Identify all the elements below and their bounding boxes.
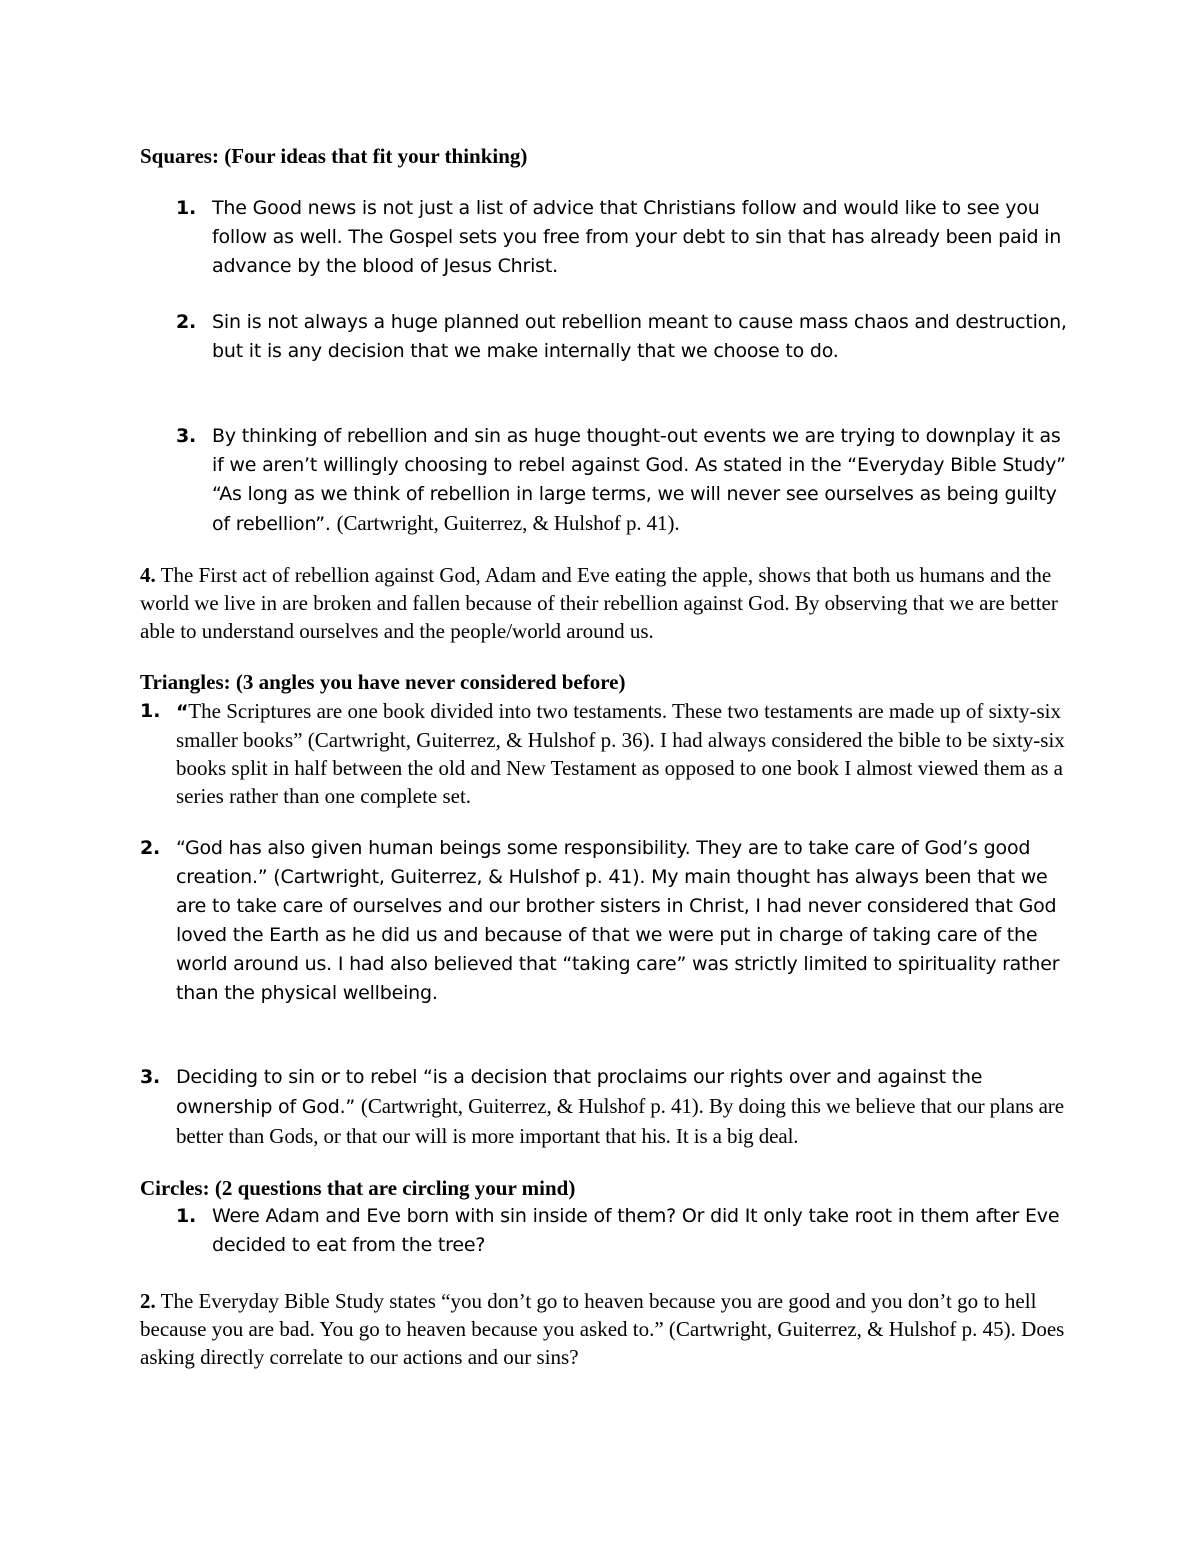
triangles-heading: Triangles: (3 angles you have never considered before)	[140, 670, 626, 694]
item-text	[176, 1063, 1070, 1152]
item-number: 1.	[176, 197, 197, 219]
item-text-body: Deciding to sin or to rebel “is a decision that proclaims our rights over and against the ownership of God.”	[176, 1066, 983, 1118]
item-text: The Good news is not just a list of advice that Christians follow and would like to see you follow as well. The Gospel sets you free from your debt to sin that has already been paid in advance by the blood of Jesus Christ.	[212, 197, 1062, 277]
squares-item-1	[140, 194, 1070, 281]
squares-item-4	[140, 561, 1070, 645]
item-number: 2.	[140, 837, 161, 859]
item-number: 4.	[140, 563, 156, 587]
triangles-item-2	[140, 834, 1070, 1008]
triangles-item-1	[140, 697, 1070, 810]
item-citation: (Cartwright, Guiterrez, & Hulshof p. 41).	[336, 511, 680, 535]
item-text: The Everyday Bible Study states “you don’t go to heaven because you are good and you don’t go to hell because you are bad. You go to heaven because you asked to.” (Cartwright, Guiterrez, & Hulshof p. 45). Does asking directly correlate to our actions and our sins?	[140, 1289, 1065, 1369]
item-text-body: By thinking of rebellion and sin as huge thought-out events we are trying to downplay it as if we aren’t willingly choosing to rebel against God. As stated in the “Everyday Bible Study” “As long as we think of rebellion in large terms, we will never see ourselves as being guilty of rebellion”.	[212, 425, 1066, 535]
item-text	[212, 422, 1070, 539]
squares-item-2	[140, 308, 1070, 366]
item-text: “God has also given human beings some responsibility. They are to take care of God’s good creation.” (Cartwright, Guiterrez, & Hulshof p. 41). My main thought has always been that we are to take care of ourselves and our brother sisters in Christ, I had never considered that God loved the Earth as he did us and because of that we were put in charge of taking care of the world around us. I had also believed that “taking care” was strictly limited to spirituality rather than the physical wellbeing.	[176, 837, 1060, 1004]
squares-item-3	[140, 422, 1070, 539]
item-text: Sin is not always a huge planned out rebellion meant to cause mass chaos and destruction, but it is any decision that we make internally that we choose to do.	[212, 311, 1067, 362]
circles-item-2	[140, 1287, 1070, 1371]
item-number: 3.	[140, 1066, 161, 1088]
triangles-item-3	[140, 1063, 1070, 1152]
item-text: The First act of rebellion against God, Adam and Eve eating the apple, shows that both us humans and the world we live in are broken and fallen because of their rebellion against God. By observing that we are better able to understand ourselves and the people/world around us.	[140, 563, 1058, 643]
item-number: 3.	[176, 425, 197, 447]
item-number: 1.	[140, 700, 161, 722]
squares-heading: Squares: (Four ideas that fit your thinking)	[140, 144, 528, 168]
quote-mark: “	[176, 701, 189, 723]
item-text: The Scriptures are one book divided into two testaments. These two testaments are made up of sixty-six smaller books” (Cartwright, Guiterrez, & Hulshof p. 36). I had always considered the bible to be sixty-six books split in half between the old and New Testament as opposed to one book I almost viewed them as a series rather than one complete set.	[176, 699, 1065, 808]
item-number: 2.	[176, 311, 197, 333]
circles-item-1	[140, 1202, 1070, 1260]
circles-heading: Circles: (2 questions that are circling your mind)	[140, 1176, 576, 1200]
item-number: 1.	[176, 1205, 197, 1227]
item-citation: (Cartwright, Guiterrez, & Hulshof p. 41). By doing this we believe that our plans are better than Gods, or that our will is more important that his. It is a big deal.	[176, 1094, 1064, 1148]
item-text: Were Adam and Eve born with sin inside of them? Or did It only take root in them after Eve decided to eat from the tree?	[212, 1205, 1060, 1256]
item-number: 2.	[140, 1289, 156, 1313]
